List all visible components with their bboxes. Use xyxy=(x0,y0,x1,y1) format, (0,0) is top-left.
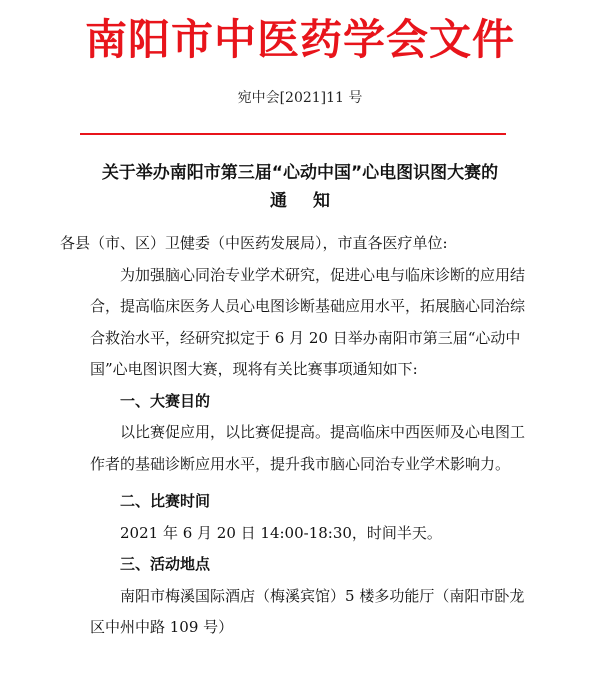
document-body xyxy=(60,228,530,644)
intro-paragraph: 为加强脑心同治专业学术研究，促进心电与临床诊断的应用结合，提高临床医务人员心电图诊断基础应用水平，拓展脑心同治综合救治水平，经研究拟定于 6 月 20 日举办南阳市第三届“心动中国”心电图识图大赛，现将有关比赛事项通知如下: xyxy=(90,265,526,378)
section-heading-location: 三、活动地点 xyxy=(120,555,211,573)
section-heading-time: 二、比赛时间 xyxy=(120,492,211,510)
notice-title: 关于举办南阳市第三届“心动中国”心电图识图大赛的 xyxy=(101,163,499,183)
salutation: 各县（市、区）卫健委（中医药发展局），市直各医疗单位: xyxy=(60,234,448,252)
section-text-purpose: 以比赛促应用，以比赛促提高。提高临床中西医师及心电图工作者的基础诊断应用水平，提升我市脑心同治专业学术影响力。 xyxy=(90,423,526,473)
document-number: 宛中会[2021]11 号 xyxy=(237,90,363,106)
notice-subtitle: 通知 xyxy=(270,191,356,211)
letterhead-red-divider xyxy=(80,133,506,135)
section-text-location: 南阳市梅溪国际酒店（梅溪宾馆）5 楼多功能厅（南阳市卧龙区中州中路 109 号） xyxy=(90,586,525,636)
section-text-time: 2021 年 6 月 20 日 14:00-18:30，时间半天。 xyxy=(120,523,442,542)
org-letterhead-title: 南阳市中医药学会文件 xyxy=(84,15,515,64)
section-heading-purpose: 一、大赛目的 xyxy=(120,391,211,410)
